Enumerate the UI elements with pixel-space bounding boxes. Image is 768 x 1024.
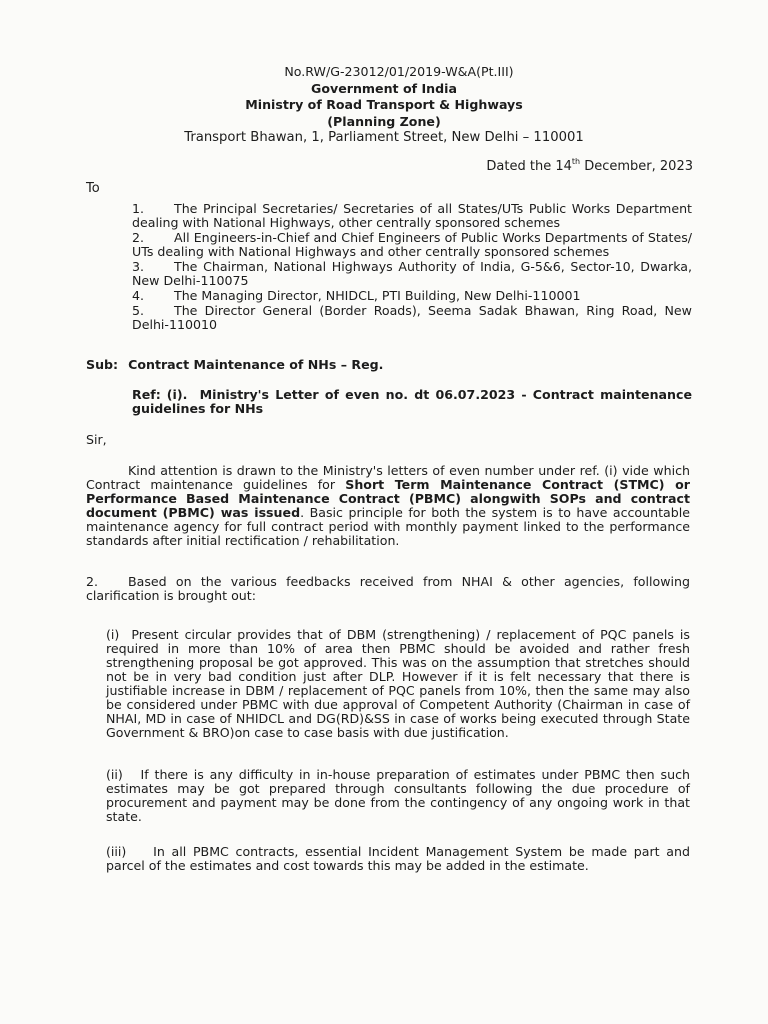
subject-line: Sub: Contract Maintenance of NHs – Reg. [86, 357, 384, 372]
ministry-title: Ministry of Road Transport & Highways [245, 97, 523, 112]
addressee-item: 2. All Engineers-in-Chief and Chief Engineers of Public Works Departments of States/ UTs dealing with National Highways and other centrally sponsored schemes [132, 230, 692, 259]
clarification-i: (i) Present circular provides that of DBM (strengthening) / replacement of PQC panels is required in more than 10% of area then PBMC should be avoided and rather fresh strengthening proposal be got approved. This was on the assumption that stretches should not be in very bad condition just after DLP. However if it is felt necessary that there is justifiable increase in DBM / replacement of PQC panels from 10%, then the same may also be considered under PBMC with due approval of Competent Authority (Chairman in case of NHAI, MD in case of NHIDCL and DG(RD)&SS in case of works being executed through State Government & BRO)on case to case basis with due justification. [106, 627, 690, 740]
addressee-item: 3. The Chairman, National Highways Authority of India, G-5&6, Sector-10, Dwarka, New Delhi-110075 [132, 259, 692, 288]
government-title: Government of India [311, 80, 457, 96]
zone-title: (Planning Zone) [327, 113, 441, 129]
addressee-item: 4. The Managing Director, NHIDCL, PTI Building, New Delhi-110001 [132, 288, 581, 303]
reference-number: No.RW/G-23012/01/2019-W&A(Pt.III) [284, 64, 514, 79]
reference-line: Ref: (i). Ministry's Letter of even no. dt 06.07.2023 - Contract maintenance guidelines for NHs [132, 387, 692, 416]
letter-date: Dated the 14th December, 2023 [486, 157, 693, 174]
letter-header [0, 64, 768, 147]
clarification-ii: (ii) If there is any difficulty in in-house preparation of estimates under PBMC then such estimates may be got prepared through consultants following the due procedure of procurement and payment may be done from the contingency of any ongoing work in that state. [106, 767, 690, 824]
to-label: To [86, 181, 100, 196]
paragraph-2: 2. Based on the various feedbacks received from NHAI & other agencies, following clarification is brought out: [86, 574, 690, 603]
addressee-item: 5. The Director General (Border Roads), Seema Sadak Bhawan, Ring Road, New Delhi-110010 [132, 303, 692, 332]
ministry-address: Transport Bhawan, 1, Parliament Street, New Delhi – 110001 [184, 130, 584, 145]
paragraph-1: Kind attention is drawn to the Ministry's letters of even number under ref. (i) vide which Contract maintenance guidelines for Short Term Maintenance Contract (STMC) or Performance Based Maintenance Contract (PBMC) alongwith SOPs and contract document (PBMC) was issued. Basic principle for both the system is to have accountable maintenance agency for full contract period with monthly payment linked to the performance standards after initial rectification / rehabilitation. [86, 463, 691, 548]
salutation: Sir, [86, 432, 107, 447]
addressee-item: 1. The Principal Secretaries/ Secretaries of all States/UTs Public Works Department dealing with National Highways, other centrally sponsored schemes [132, 201, 692, 230]
clarification-iii: (iii) In all PBMC contracts, essential Incident Management System be made part and parcel of the estimates and cost towards this may be added in the estimate. [106, 844, 690, 873]
addressee-list [132, 202, 692, 333]
